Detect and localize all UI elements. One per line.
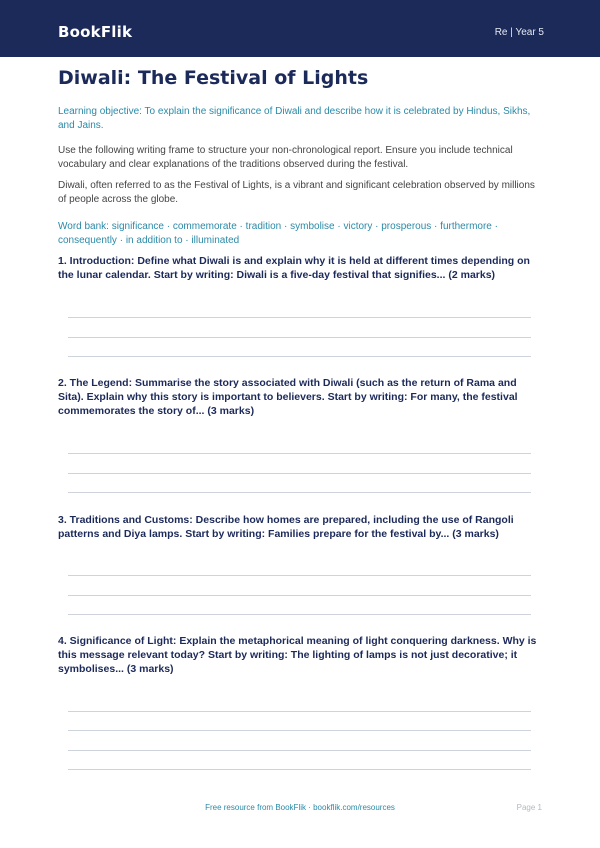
answer-line[interactable]: [68, 769, 531, 770]
question-2: 2. The Legend: Summarise the story associated with Diwali (such as the return of Rama and Sita). Explain why this story is important to believers. Start by writing: For many, the festival commemorates the story of... (3 marks): [58, 377, 518, 417]
answer-line[interactable]: [68, 337, 531, 338]
answer-line[interactable]: [68, 356, 531, 357]
answer-line[interactable]: [68, 473, 531, 474]
brand-logo-text: BookFlik: [58, 23, 133, 41]
answer-line[interactable]: [68, 750, 531, 751]
answer-line[interactable]: [68, 575, 531, 576]
page-title: Diwali: The Festival of Lights: [58, 67, 369, 89]
question-1: 1. Introduction: Define what Diwali is and explain why it is held at different times depending on the lunar calendar. Start by writing: Diwali is a five-day festival that signifies... (2 marks): [58, 255, 530, 281]
answer-line[interactable]: [68, 730, 531, 731]
question-4: 4. Significance of Light: Explain the metaphorical meaning of light conquering darkness. Why is this message relevant today? Start by writing: The lighting of lamps is not just decorative; it symbolises... (3 marks): [58, 635, 537, 675]
page-number: Page 1: [516, 803, 542, 812]
answer-line[interactable]: [68, 492, 531, 493]
answer-line[interactable]: [68, 453, 531, 454]
answer-line[interactable]: [68, 595, 531, 596]
subject-year-tag: Re | Year 5: [494, 27, 544, 38]
instructions-text: Use the following writing frame to structure your non-chronological report. Ensure you include technical vocabulary and clear explanations of the traditions observed during the festival.: [58, 145, 513, 170]
intro-paragraph: Diwali, often referred to as the Festival of Lights, is a vibrant and significant celebration observed by millions of people across the globe.: [58, 180, 535, 205]
word-bank: Word bank: significance · commemorate · tradition · symbolise · victory · prosperous · furthermore · consequently · in addition to · illuminated: [58, 221, 498, 246]
footer-credit: Free resource from BookFlik · bookflik.com/resources: [205, 803, 395, 812]
learning-objective: Learning objective: To explain the significance of Diwali and describe how it is celebrated by Hindus, Sikhs, and Jains.: [58, 106, 531, 131]
question-3: 3. Traditions and Customs: Describe how homes are prepared, including the use of Rangoli patterns and Diya lamps. Start by writing: Families prepare for the festival by... (3 marks): [58, 514, 514, 540]
answer-line[interactable]: [68, 614, 531, 615]
intro-section: [58, 66, 542, 248]
answer-line[interactable]: [68, 317, 531, 318]
answer-line[interactable]: [68, 711, 531, 712]
page-header: [0, 0, 600, 57]
